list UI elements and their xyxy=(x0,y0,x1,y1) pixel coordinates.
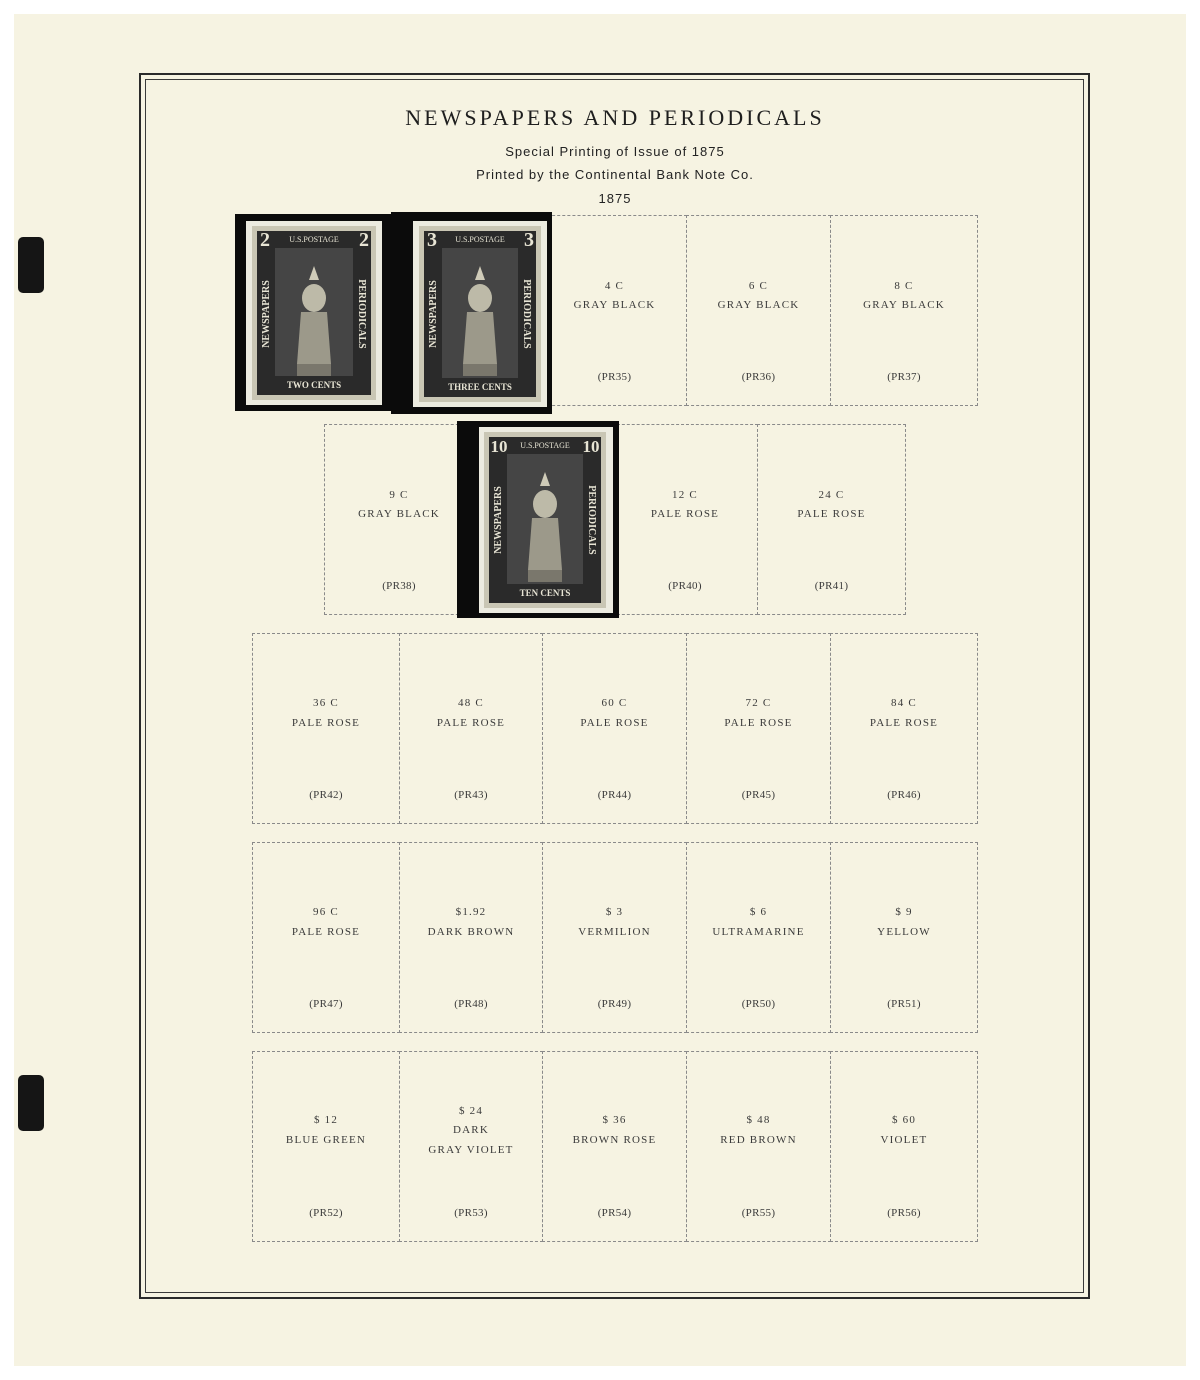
stamp-space-pr45 xyxy=(686,633,831,824)
denomination: $ 6 xyxy=(749,906,768,918)
denomination: 8 C xyxy=(894,280,914,292)
stamp-space-pr37 xyxy=(830,215,978,406)
catalog-number: (PR49) xyxy=(597,998,632,1010)
denomination: $ 36 xyxy=(602,1114,627,1126)
color-name: GRAY BLACK xyxy=(358,508,440,520)
catalog-number: (PR52) xyxy=(309,1207,343,1219)
color-name: YELLOW xyxy=(877,926,931,938)
stamp-numeral-right: 2 xyxy=(359,229,369,251)
color-name: VIOLET xyxy=(880,1134,928,1146)
stamp-value-text: TEN CENTS xyxy=(519,588,571,598)
stamp-numeral-left: 2 xyxy=(260,229,270,251)
denomination: 24 C xyxy=(818,489,845,501)
stamp-space-pr41 xyxy=(757,424,906,615)
denomination: 84 C xyxy=(891,697,917,709)
catalog-number: (PR47) xyxy=(309,998,343,1010)
denomination: 60 C xyxy=(601,697,628,709)
stamp-space-pr44 xyxy=(542,633,687,824)
catalog-number: (PR35) xyxy=(597,371,632,383)
catalog-number: (PR40) xyxy=(668,580,702,592)
denomination: 9 C xyxy=(389,489,409,501)
stamp-space-pr50 xyxy=(686,842,831,1033)
stamp-space-pr53 xyxy=(399,1051,543,1242)
stamp-space-pr55 xyxy=(686,1051,831,1242)
stamp-space-pr52 xyxy=(252,1051,400,1242)
color-name: PALE ROSE xyxy=(869,717,939,729)
stamp-top-label: U.S.POSTAGE xyxy=(289,235,339,244)
denomination: $ 3 xyxy=(605,906,624,918)
stamp-space-pr35 xyxy=(542,215,687,406)
stamp-engraving xyxy=(391,212,552,414)
catalog-number: (PR41) xyxy=(814,580,849,592)
catalog-number: (PR45) xyxy=(741,789,776,801)
stamp-space-pr48 xyxy=(399,842,543,1033)
denomination: 12 C xyxy=(672,489,698,501)
color-name: ULTRAMARINE xyxy=(712,926,805,938)
catalog-number: (PR36) xyxy=(741,371,776,383)
color-name: PALE ROSE xyxy=(291,717,361,729)
color-name: BROWN ROSE xyxy=(572,1134,657,1146)
denomination: $ 60 xyxy=(891,1114,917,1126)
denomination: 4 C xyxy=(604,280,625,292)
catalog-number: (PR46) xyxy=(887,789,921,801)
denomination: 36 C xyxy=(313,697,339,709)
denomination: $1.92 xyxy=(455,906,487,918)
catalog-number: (PR53) xyxy=(454,1207,488,1219)
color-name: VERMILION xyxy=(578,926,651,938)
stamp-space-pr43 xyxy=(399,633,543,824)
color-name: GRAY BLACK xyxy=(863,299,945,311)
denomination: 96 C xyxy=(313,906,339,918)
stamp-space-pr51 xyxy=(830,842,978,1033)
stamp-numeral-right: 3 xyxy=(524,229,534,251)
catalog-number: (PR50) xyxy=(741,998,776,1010)
stamp-space-pr42 xyxy=(252,633,400,824)
stamp-top-label: U.S.POSTAGE xyxy=(455,235,505,244)
stamp-space-pr46 xyxy=(830,633,978,824)
color-name: BLUE GREEN xyxy=(285,1134,367,1146)
color-name: RED BROWN xyxy=(720,1134,797,1146)
page-title: NEWSPAPERS AND PERIODICALS xyxy=(405,105,825,130)
color-name: PALE ROSE xyxy=(580,717,649,729)
catalog-number: (PR51) xyxy=(887,998,921,1010)
catalog-number: (PR37) xyxy=(887,371,921,383)
catalog-number: (PR44) xyxy=(597,789,632,801)
denomination: 48 C xyxy=(458,697,484,709)
color-name: DARK xyxy=(453,1124,489,1136)
stamp-right-text: PERIODICALS xyxy=(586,485,597,555)
color-name: DARK BROWN xyxy=(427,926,515,938)
color-name: GRAY BLACK xyxy=(573,299,656,311)
color-name: PALE ROSE xyxy=(650,508,720,520)
stamp-space-pr40 xyxy=(612,424,758,615)
stamp-numeral-left: 3 xyxy=(427,229,437,251)
stamp-top-label: U.S.POSTAGE xyxy=(520,441,570,450)
color-name-line-2: GRAY VIOLET xyxy=(428,1144,514,1156)
stamp-engraving xyxy=(457,421,619,618)
stamp-left-text: NEWSPAPERS xyxy=(493,486,504,554)
printer-line: Printed by the Continental Bank Note Co. xyxy=(476,167,754,182)
stamp-space-pr54 xyxy=(542,1051,687,1242)
catalog-number: (PR48) xyxy=(454,998,488,1010)
catalog-number: (PR42) xyxy=(309,789,343,801)
color-name: PALE ROSE xyxy=(436,717,506,729)
issue-year: 1875 xyxy=(598,191,632,206)
stamp-3-cents xyxy=(391,212,552,414)
stamp-right-text: PERIODICALS xyxy=(356,279,367,349)
stamp-engraving xyxy=(235,214,392,411)
stamp-value-text: THREE CENTS xyxy=(448,382,512,392)
stamp-left-text: NEWSPAPERS xyxy=(428,280,439,348)
denomination: $ 48 xyxy=(746,1114,771,1126)
stamp-space-pr56 xyxy=(830,1051,978,1242)
catalog-number: (PR56) xyxy=(887,1207,921,1219)
denomination: $ 9 xyxy=(895,906,913,918)
stamp-space-pr49 xyxy=(542,842,687,1033)
color-name: PALE ROSE xyxy=(291,926,361,938)
stamp-space-pr38 xyxy=(324,424,474,615)
stamp-space-pr47 xyxy=(252,842,400,1033)
color-name: PALE ROSE xyxy=(724,717,793,729)
stamp-space-pr36 xyxy=(686,215,831,406)
catalog-number: (PR38) xyxy=(382,580,416,592)
stamp-numeral-right: 10 xyxy=(582,437,600,456)
denomination: $ 12 xyxy=(313,1114,339,1126)
denomination: $ 24 xyxy=(458,1105,484,1117)
page-subtitle: Special Printing of Issue of 1875 xyxy=(505,144,725,159)
binder-hole-top xyxy=(18,237,44,293)
catalog-number: (PR43) xyxy=(454,789,488,801)
stamp-left-text: NEWSPAPERS xyxy=(261,280,272,348)
binder-hole-bottom xyxy=(18,1075,44,1131)
denomination: 72 C xyxy=(745,697,772,709)
color-name: GRAY BLACK xyxy=(717,299,800,311)
stamp-value-text: TWO CENTS xyxy=(286,380,342,390)
stamp-right-text: PERIODICALS xyxy=(521,279,532,349)
color-name: PALE ROSE xyxy=(797,508,866,520)
stamp-numeral-left: 10 xyxy=(490,437,508,456)
stamp-2-cents xyxy=(235,214,392,411)
catalog-number: (PR55) xyxy=(741,1207,776,1219)
denomination: 6 C xyxy=(748,280,769,292)
catalog-number: (PR54) xyxy=(597,1207,632,1219)
stamp-10-cents xyxy=(457,421,619,618)
